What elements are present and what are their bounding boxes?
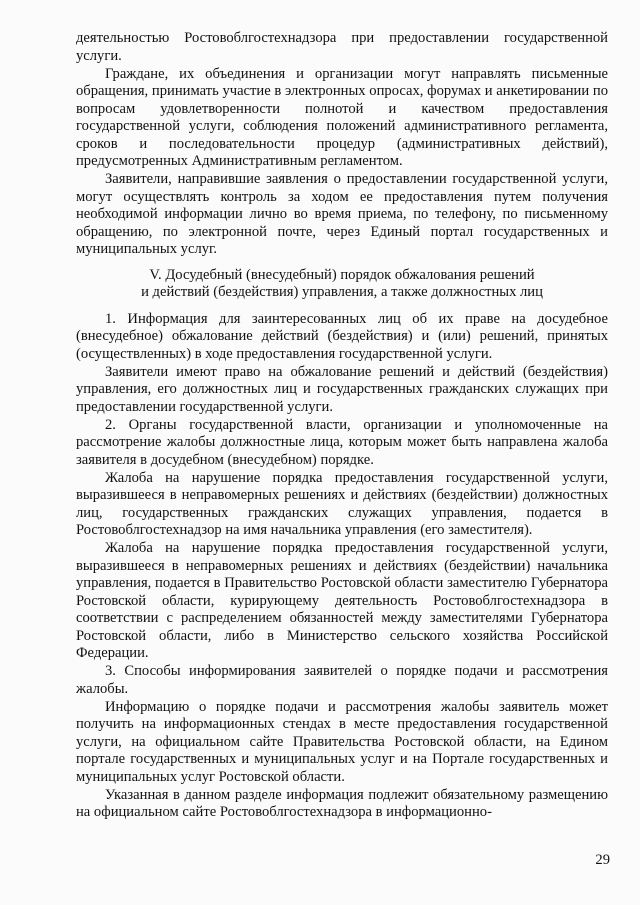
paragraph-continuation: деятельностью Ростовоблгостехнадзора при предоставлении государственной услуги. [76, 30, 608, 64]
paragraph-publication: Указанная в данном разделе информация подлежит обязательному размещению на официальном сайте Ростовоблгостехнадзора в информационно- [76, 786, 608, 820]
paragraph-item-2: 2. Органы государственной власти, организации и уполномоченные на рассмотрение жалобы должностные лица, которым может быть направлена жалоба заявителя в досудебном (внесудебном) порядке. [76, 416, 608, 468]
section-heading [76, 267, 608, 302]
paragraph-item-3: 3. Способы информирования заявителей о порядке подачи и рассмотрения жалобы. [76, 663, 608, 697]
paragraph-item-1: 1. Информация для заинтересованных лиц об их праве на досудебное (внесудебное) обжалование действий (бездействия) и (или) решений, принятых (осуществленных) в ходе предоставления государственной услуги. [76, 310, 608, 362]
paragraph-information-sources: Информацию о порядке подачи и рассмотрения жалобы заявитель может получить на информационных стендах в месте предоставления государственной услуги, на официальном сайте Правительства Ростовской области, на Едином портале государственных и муниципальных услуг и на Портале государственных и муниципальных услуг Ростовской области. [76, 698, 608, 785]
paragraph-complaint-head: Жалоба на нарушение порядка предоставления государственной услуги, выразившееся в неправомерных решениях и действиях (бездействии) начальника управления, подается в Правительство Ростовской области заместителю Губернатора Ростовской области, курирующему деятельность Ростовоблгостехнадзора в соответствии с распределением обязанностей между заместителями Губернатора Ростовской области, либо в Министерство сельского хозяйства Российской Федерации. [76, 540, 608, 661]
paragraph-citizens-appeals: Граждане, их объединения и организации могут направлять письменные обращения, принимать участие в электронных опросах, форумах и анкетировании по вопросам удовлетворенности полнотой и качеством предоставления государственной услуги, соблюдения положений административного регламента, сроков и последовательности процедур (административных действий), предусмотренных Административным регламентом. [76, 65, 608, 169]
document-body [76, 30, 608, 822]
section-heading-line-1: V. Досудебный (внесудебный) порядок обжалования решений [149, 266, 535, 283]
paragraph-complaint-officials: Жалоба на нарушение порядка предоставления государственной услуги, выразившееся в неправомерных решениях и действиях (бездействии) должностных лиц, государственных гражданских служащих управления, подается в Ростовоблгостехнадзор на имя начальника управления (его заместителя). [76, 469, 608, 538]
paragraph-right-to-appeal: Заявители имеют право на обжалование решений и действий (бездействия) управления, его должностных лиц и государственных гражданских служащих при предоставлении государственной услуги. [76, 363, 608, 415]
paragraph-applicants-control: Заявители, направившие заявления о предоставлении государственной услуги, могут осуществлять контроль за ходом ее предоставления путем получения необходимой информации лично во время приема, по телефону, по письменному обращению, по электронной почте, через Единый портал государственных и муниципальных услуг. [76, 171, 608, 257]
page-number: 29 [595, 852, 610, 868]
section-heading-line-2: и действий (бездействия) управления, а также должностных лиц [141, 284, 543, 300]
